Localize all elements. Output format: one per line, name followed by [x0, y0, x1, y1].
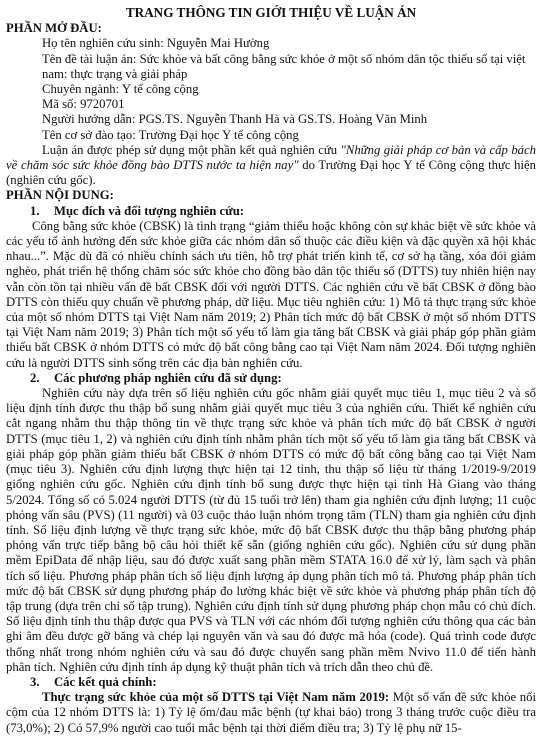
section-1-paragraph: Công bằng sức khỏe (CBSK) là tình trạng “giảm thiểu hoặc không còn sự khác biệt về sức khỏe và các yếu tố ảnh hưởng đến sức khỏe giữa các nhóm dân số thuộc các điều kiện và đặc quyền xã hội khác nhau...”. Mặc dù đã có nhiều chính sách ưu tiên, hỗ trợ phát triển kinh tế, cơ sở hạ tầng, xóa đói giảm nghèo, phát triển hệ thống chăm sóc sức khỏe cho đồng bào dân tộc thiểu số (DTTS) tuy nhiên hiện nay vẫn còn tồn tại nhiều vấn đề bất CBSK đối với người DTTS. Các nghiên cứu về bất CBSK ở đồng bào DTTS còn thiếu quy chuẩn về phương pháp, dữ liệu. Mục tiêu nghiên cứu: 1) Mô tả thực trạng sức khỏe của một số nhóm DTTS tại Việt Nam năm 2019; 2) Phân tích mức độ bất CBSK ở một số nhóm DTTS tại Việt Nam năm 2019; 3) Phân tích một số yếu tố làm gia tăng bất CBSK và giải pháp góp phần giảm thiểu bất CBSK ở nhóm DTTS có mức độ bất công bằng cao tại Việt Nam năm 2024. Đối tượng nghiên cứu là người DTTS sinh sống trên các địa bàn nghiên cứu. — [6, 218, 536, 370]
section-2-paragraph: Nghiên cứu này dựa trên số liệu nghiên cứu gốc nhằm giải quyết mục tiêu 1, mục tiêu 2 và số liệu định tính được thu thập bổ sung nhằm giải quyết mục tiêu 3 của nghiên cứu. Thiết kế nghiên cứu cắt ngang nhằm thu thập thông tin về thực trạng sức khỏe và phân tích mức độ bất CBSK ở người DTTS (mục tiêu 1, 2) và nghiên cứu định tính nhằm phân tích một số yếu tố làm gia tăng bất CBSK và giải pháp góp phần giảm thiểu bất CBSK ở nhóm DTTS có mức độ bất công bằng cao tại Việt Nam (mục tiêu 3). Nghiên cứu định lượng thực hiện tại 12 tỉnh, thu thập số liệu từ tháng 1/2019-9/2019 giống nghiên cứu gốc. Nghiên cứu định tính bổ sung được thực hiện tại tỉnh Hà Giang vào tháng 5/2024. Tổng số có 5.024 người DTTS (từ đủ 15 tuổi trở lên) tham gia nghiên cứu định lượng; 11 cuộc phỏng vấn sâu (PVS) (11 người) và 03 cuộc thảo luận nhóm trọng tâm (TLN) tham gia nghiên cứu định tính. Số liệu định lượng về thực trạng sức khỏe, mức độ bất CBSK được thu thập bằng phương pháp phỏng vấn trực tiếp bằng bộ câu hỏi thiết kế sẵn (giống nghiên cứu gốc). Nghiên cứu sử dụng phần mềm EpiData để nhập liệu, sau đó được xuất sang phần mềm STATA 16.0 để xử lý, làm sạch và phân tích số liệu. Phương pháp phân tích số liệu định lượng áp dụng phân tích mô tả. Phương pháp phân tích mức độ bất CBSK sử dụng phương pháp đo lường khác biệt về sức khỏe và phương pháp phân tích độ tập trung (dựa trên chỉ số tập trung). Nghiên cứu định tính sử dụng phương pháp chọn mẫu có chủ đích. Số liệu định tính thu thập được qua PVS và TLN với các nhóm đối tượng nghiên cứu thông qua các bản ghi âm đều được gỡ băng và chép lại nguyên văn và sau đó được mã hóa (code). Quá trình code được thống nhất trong nhóm nghiên cứu và sau đó được chuyển sang phần mềm Nvivo 11.0 để tiến hành phân tích. Nghiên cứu định tính áp dụng kỹ thuật phân tích và trích dẫn theo chủ đề. — [6, 386, 536, 674]
thesis-info-block — [6, 36, 536, 142]
intro-italic-title: "Những giải pháp cơ bản và cấp bách về chăm sóc sức khỏe đồng bào DTTS nước ta hiện nay" — [6, 142, 536, 173]
info-supervisors: Người hướng dẫn: PGS.TS. Nguyễn Thanh Hà và GS.TS. Hoàng Văn Minh — [42, 112, 428, 127]
results-text: Một số vấn đề sức khỏe nổi cộm của 12 nhóm DTTS là: 1) Tỷ lệ ốm/đau mắc bệnh (tự khai báo) trong 3 tháng trước cuộc điều tra (73,0%); 2) Có 57,9% người cao tuổi mắc bệnh tại thời điểm điều tra; 3) Tỷ lệ phụ nữ 15- — [6, 690, 536, 735]
section-2-title: Các phương pháp nghiên cứu đã sử dụng: — [54, 370, 282, 385]
info-topic: Tên đề tài luận án: Sức khỏe và bất công bằng sức khỏe ở một số nhóm dân tộc thiểu số tại việt nam: thực trạng và giải pháp — [42, 51, 526, 81]
info-code: Mã số: 9720701 — [42, 97, 125, 112]
intro-paragraph — [6, 143, 536, 189]
section-3-number: 3. — [30, 674, 40, 689]
section-1-title: Mục đích và đối tượng nghiên cứu: — [54, 203, 245, 218]
document-title: TRANG THÔNG TIN GIỚI THIỆU VỀ LUẬN ÁN — [125, 5, 417, 20]
content-heading: PHẦN NỘI DUNG: — [6, 188, 114, 203]
intro-text-after: do Trường Đại học Y tế Công cộng thực hiện (nghiên cứu gốc). — [6, 158, 536, 188]
section-1-number: 1. — [30, 203, 40, 218]
info-institution: Tên cơ sở đào tạo: Trường Đại học Y tế công cộng — [42, 127, 299, 142]
section-2-heading — [30, 371, 536, 386]
info-major: Chuyên ngành: Y tế công cộng — [42, 82, 199, 97]
results-paragraph — [6, 690, 536, 736]
info-student: Họ tên nghiên cứu sinh: Nguyễn Mai Hường — [42, 36, 270, 51]
section-3-title: Các kết quả chính: — [54, 674, 157, 689]
intro-heading: PHẦN MỞ ĐẦU: — [6, 21, 102, 36]
section-2-number: 2. — [30, 370, 40, 385]
results-subheading: Thực trạng sức khỏe của một số DTTS tại Việt Nam năm 2019: — [42, 690, 390, 705]
section-3-heading — [30, 675, 536, 690]
section-1-heading — [30, 204, 536, 219]
intro-text-before: Luận án được phép sử dụng một phần kết quả nghiên cứu — [42, 142, 341, 157]
